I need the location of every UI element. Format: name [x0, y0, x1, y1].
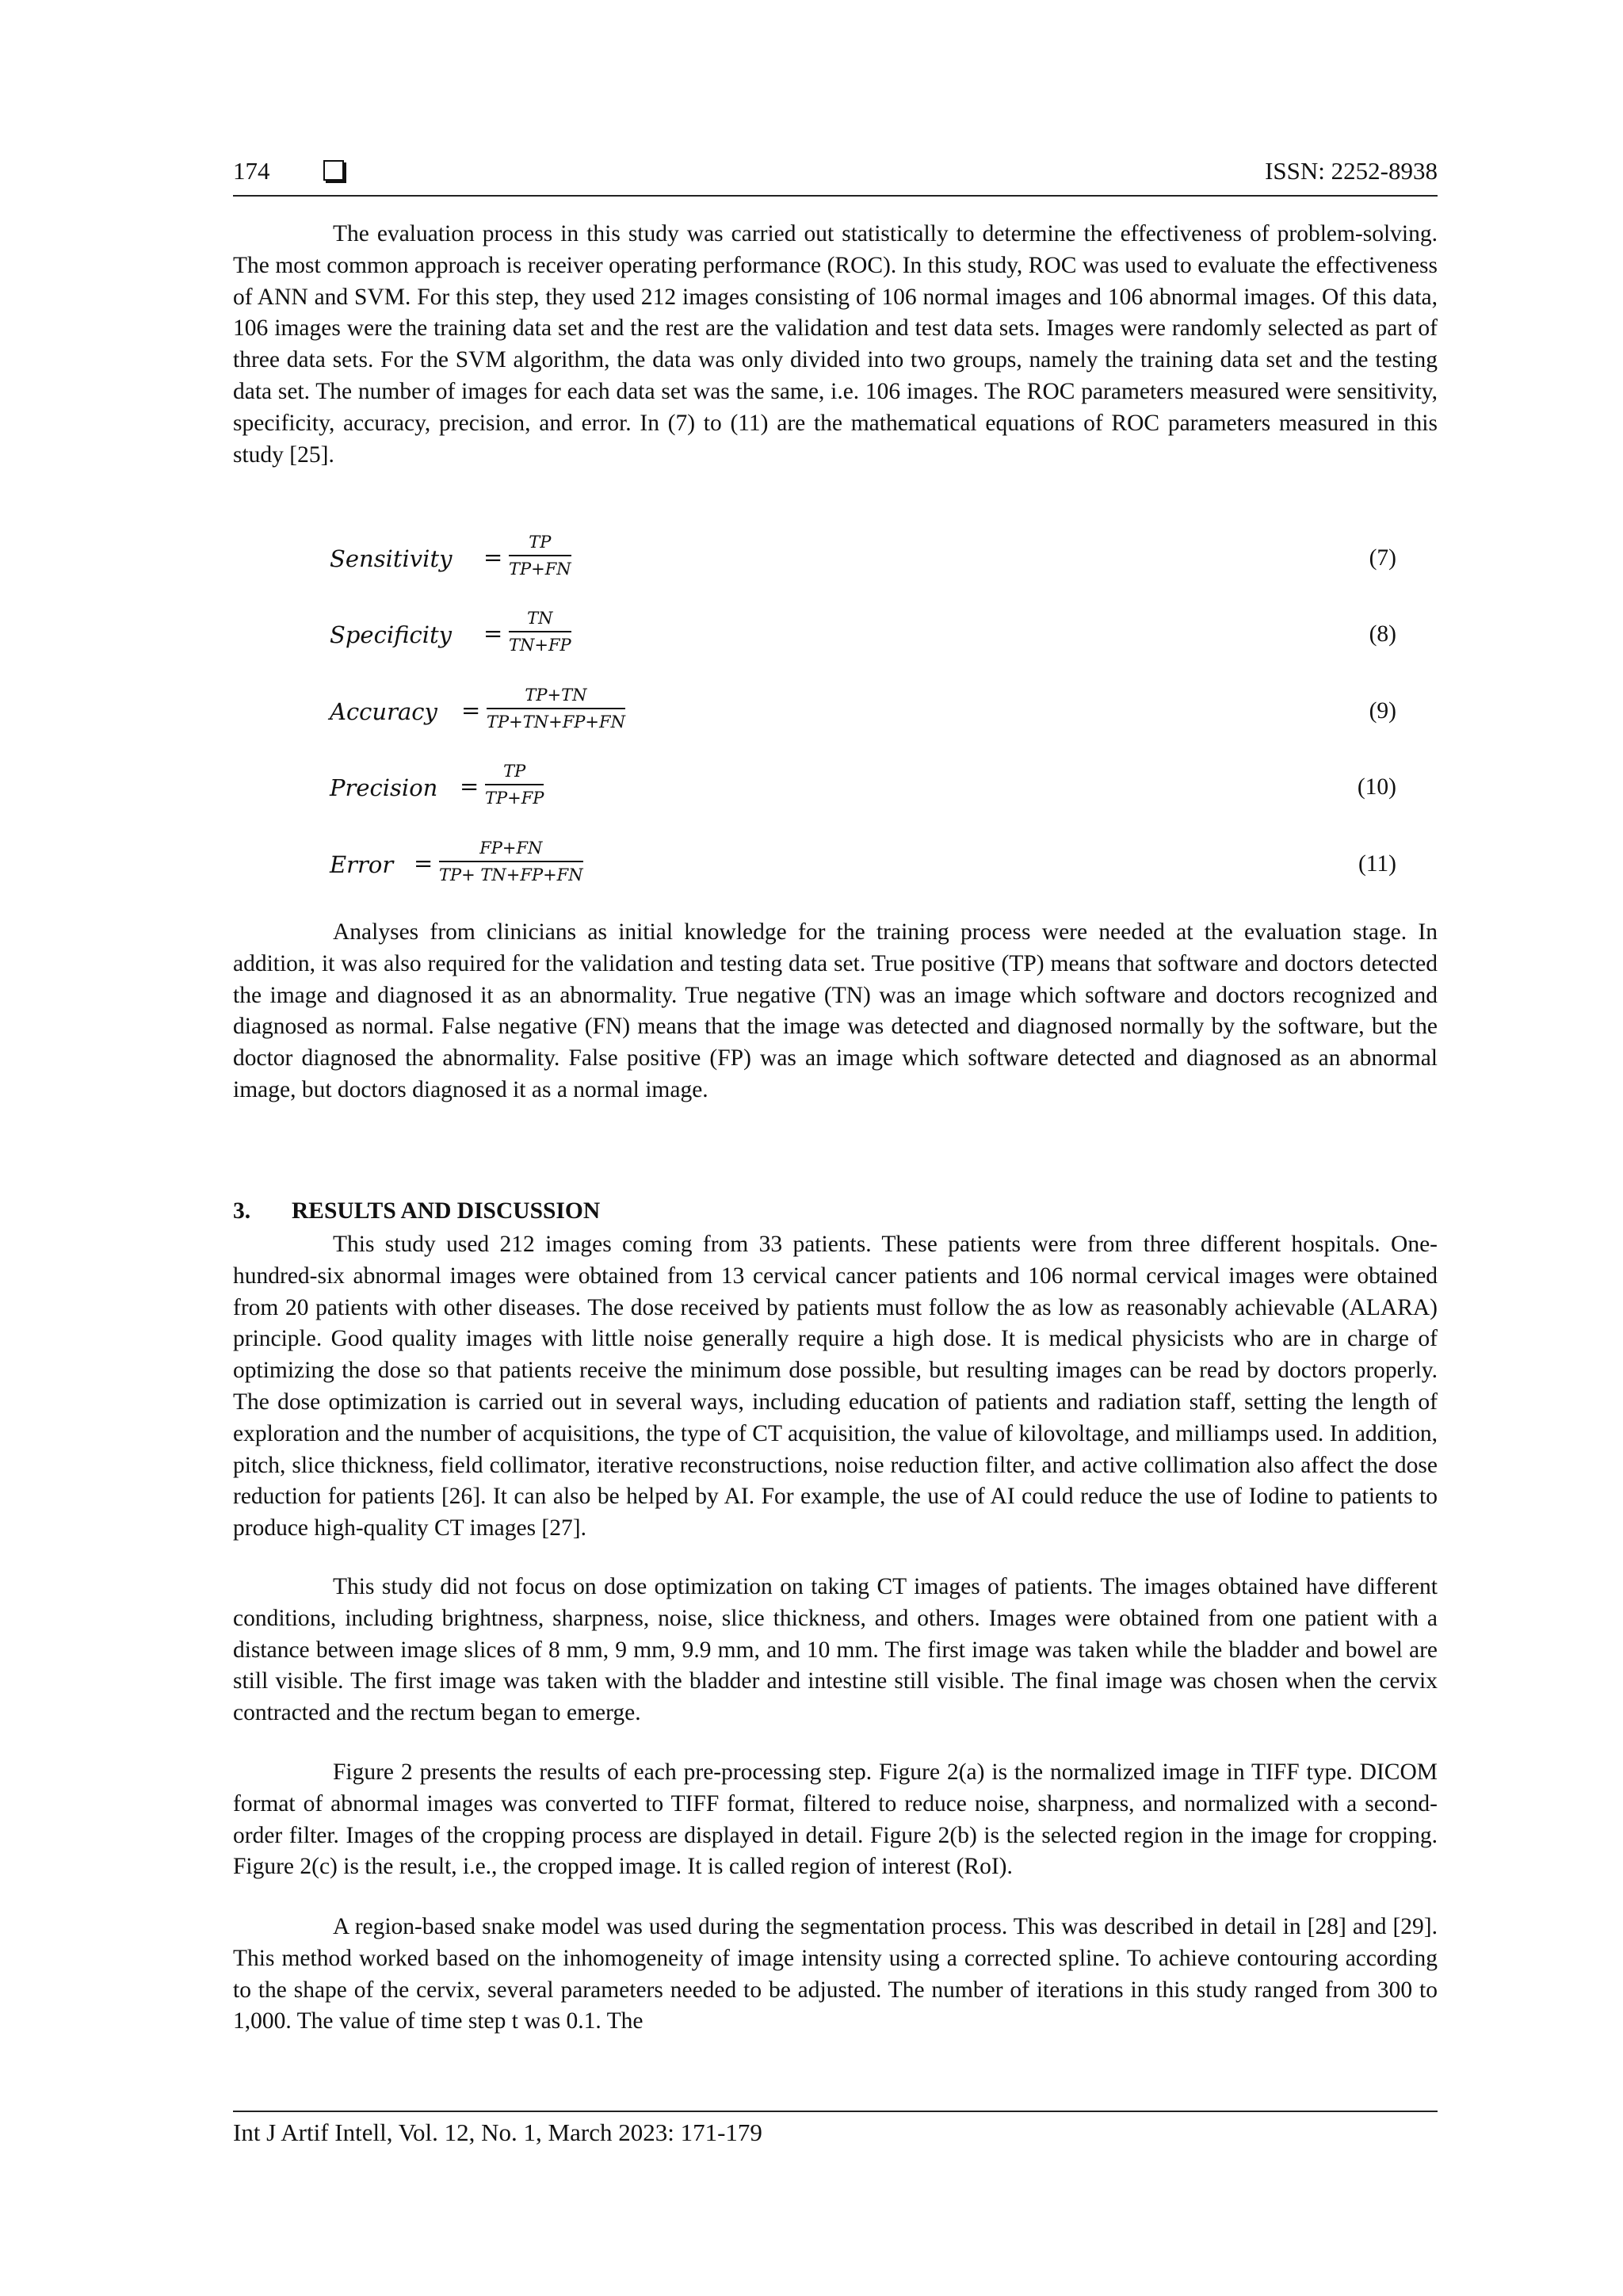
equation-error	[330, 832, 1396, 896]
equation-number: (9)	[1369, 698, 1396, 724]
equation-lhs: Specificity	[330, 621, 453, 648]
equation-lhs: Accuracy	[330, 698, 437, 725]
equation-number: (11)	[1358, 851, 1396, 877]
page-footer	[233, 2111, 1438, 2147]
page-header	[233, 155, 1438, 197]
equals-sign: =	[483, 544, 503, 571]
paragraph-segmentation: A region-based snake model was used during the segmentation process. This was described in detail in [28] and [29]. This method worked based on the inhomogeneity of image intensity using a corrected spline. To achieve contouring according to the shape of the cervix, several parameters needed to be adjusted. The number of iterations in this study ranged from 300 to 1,000. The value of time step t was 0.1. The	[233, 1914, 1438, 2034]
equation-lhs: Precision	[330, 774, 438, 801]
equation-specificity	[330, 602, 1396, 666]
paragraph-dose-optimization: This study did not focus on dose optimization on taking CT images of patients. The images obtained have different conditions, including brightness, sharpness, noise, slice thickness, and others. Images were obtained from one patient with a distance between image slices of 8 mm, 9 mm, 9.9 mm, and 10 mm. The first image was taken while the bladder and bowel are still visible. The first image was taken with the bladder and intestine still visible. The final image was chosen when the cervix contracted and the rectum began to emerge.	[233, 1574, 1438, 1726]
section-number: 3.	[233, 1198, 251, 1224]
fraction-numerator: TN	[509, 607, 571, 632]
fraction-denominator: TP+FP	[485, 789, 544, 808]
fraction-denominator: TP+FN	[509, 560, 571, 579]
equals-sign: =	[483, 620, 503, 647]
equals-sign: =	[461, 697, 481, 724]
equation-sensitivity	[330, 526, 1396, 590]
section-heading	[233, 1198, 600, 1224]
paragraph-clinician-analyses: Analyses from clinicians as initial knowledge for the training process were needed at the evaluation stage. In addition, it was also required for the validation and testing data set. True positive (TP) means that software and doctors detected the image and diagnosed it as an abnormality. True negative (TN) was an image which software and doctors recognized and diagnosed as normal. False negative (FN) means that the image was detected and diagnosed normally by the software, but the doctor diagnosed the abnormality. False positive (FP) was an image which software detected and diagnosed as an abnormal image, but doctors diagnosed it as a normal image.	[233, 919, 1438, 1102]
fraction	[439, 837, 583, 886]
paragraph-study-images: This study used 212 images coming from 33 patients. These patients were from three different hospitals. One-hundred-six abnormal images were obtained from 13 cervical cancer patients and 106 normal cervical images were obtained from 20 patients with other diseases. The dose received by patients must follow the as low as reasonably achievable (ALARA) principle. Good quality images with little noise generally require a high dose. It is medical physicists who are in charge of optimizing the dose so that patients receive the minimum dose possible, but resulting images can be read by doctors properly. The dose optimization is carried out in several ways, including education of patients and radiation staff, setting the length of exploration and the number of acquisitions, the type of CT acquisition, the value of kilovoltage, and milliamps used. In addition, pitch, slice thickness, field collimator, iterative reconstructions, noise reduction filter, and active collimation also affect the dose reduction for patients [26]. It can also be helped by AI. For example, the use of AI could reduce the use of Iodine to patients to produce high-quality CT images [27].	[233, 1232, 1438, 1541]
page-number: 174	[233, 157, 270, 185]
equation-lhs: Error	[330, 851, 394, 878]
fraction-numerator: TP	[485, 760, 544, 785]
checkbox-square-icon	[323, 160, 344, 181]
equals-sign: =	[414, 850, 433, 877]
journal-issn: ISSN: 2252-8938	[1265, 157, 1438, 185]
fraction	[485, 760, 544, 809]
section-title: RESULTS AND DISCUSSION	[292, 1198, 601, 1224]
fraction	[509, 531, 571, 580]
equals-sign: =	[460, 773, 479, 800]
fraction	[509, 607, 571, 656]
paragraph-roc-evaluation: The evaluation process in this study was carried out statistically to determine the effectiveness of problem-solving. The most common approach is receiver operating performance (ROC). In this study, ROC was used to evaluate the effectiveness of ANN and SVM. For this step, they used 212 images consisting of 106 normal images and 106 abnormal images. Of this data, 106 images were the training data set and the rest are the validation and test data sets. Images were randomly selected as part of three data sets. For the SVM algorithm, the data was only divided into two groups, namely the training data set and the testing data set. The number of images for each data set was the same, i.e. 106 images. The ROC parameters measured were sensitivity, specificity, accuracy, precision, and error. In (7) to (11) are the mathematical equations of ROC parameters measured in this study [25].	[233, 221, 1438, 468]
fraction-denominator: TP+ TN+FP+FN	[439, 865, 583, 884]
fraction-denominator: TN+FP	[509, 636, 571, 655]
fraction-numerator: TP	[509, 531, 571, 556]
equation-lhs: Sensitivity	[330, 545, 453, 572]
paragraph-preprocessing: Figure 2 presents the results of each pre-processing step. Figure 2(a) is the normalized image in TIFF type. DICOM format of abnormal images was converted to TIFF format, filtered to reduce noise, sharpness, and normalized with a second-order filter. Images of the cropping process are displayed in detail. Figure 2(b) is the selected region in the image for cropping. Figure 2(c) is the result, i.e., the cropped image. It is called region of interest (RoI).	[233, 1759, 1438, 1880]
fraction-denominator: TP+TN+FP+FN	[487, 712, 625, 732]
fraction	[487, 684, 625, 733]
equation-precision	[330, 755, 1396, 819]
journal-citation: Int J Artif Intell, Vol. 12, No. 1, March 2023: 171-179	[233, 2118, 762, 2146]
fraction-numerator: FP+FN	[439, 837, 583, 862]
equation-accuracy	[330, 679, 1396, 743]
equation-number: (8)	[1369, 621, 1396, 647]
equation-number: (7)	[1369, 545, 1396, 571]
fraction-numerator: TP+TN	[487, 684, 625, 709]
equation-number: (10)	[1357, 774, 1396, 800]
